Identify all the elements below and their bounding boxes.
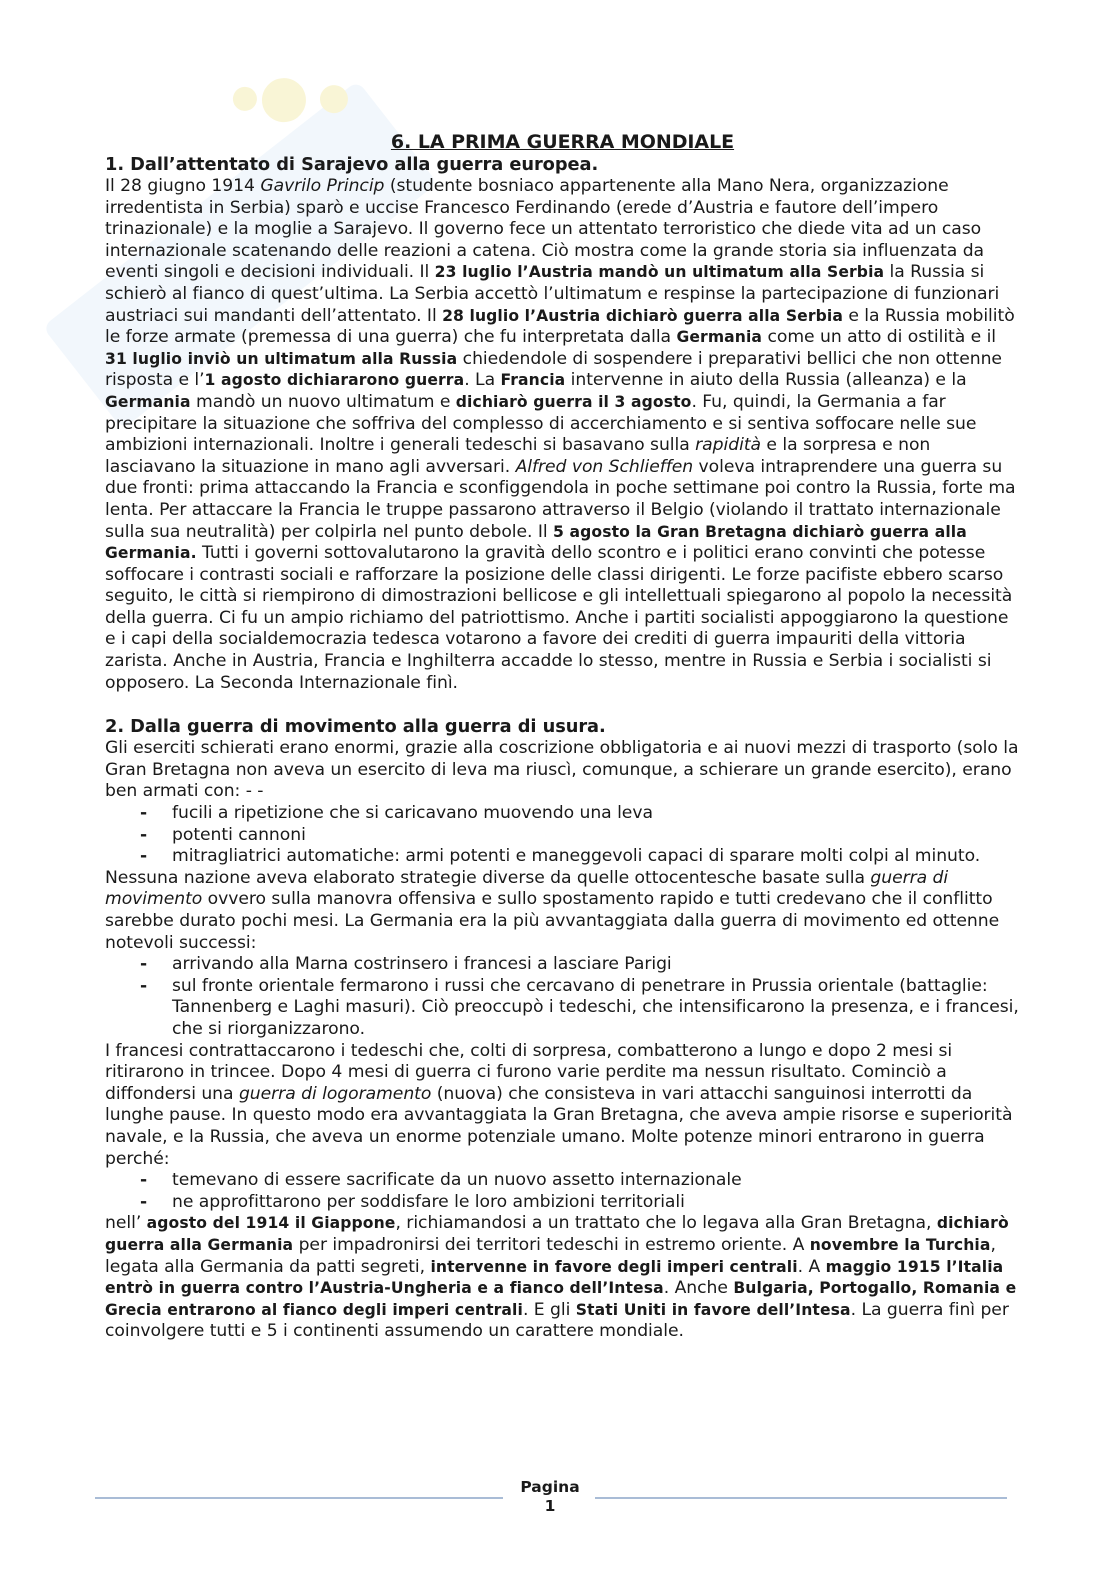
bold-phrase: dichiarò guerra alla Germania (105, 1214, 1009, 1254)
text-run: . La (464, 370, 501, 391)
text-run: . E gli (522, 1299, 576, 1320)
italic-phrase: Gavrilo Princip (260, 176, 385, 196)
minor-powers-reasons-list (105, 1170, 1020, 1213)
list-item: - ne approfittarono per soddisfare le loro ambizioni territoriali (172, 1192, 1020, 1214)
document-title: 6. LA PRIMA GUERRA MONDIALE (390, 131, 735, 153)
list-item: - potenti cannoni (172, 825, 1020, 847)
page-footer (95, 1478, 1007, 1518)
bold-phrase: maggio 1915 l’Italia entrò in guerra contro l’Austria-Ungheria e a fianco dell’Intesa (105, 1257, 1004, 1298)
text-run: chiedendole di sospendere i preparativi bellici che non ottenne risposta e l’ (105, 348, 1002, 391)
text-run: . A (797, 1256, 826, 1277)
list-item: - sul fronte orientale fermarono i russi che cercavano di penetrare in Prussia orientale (battaglie: Tannenberg e Laghi masuri). Ciò preoccupò i tedeschi, che intensificarono la presenza, e i francesi, che si riorganizzarono. (172, 976, 1020, 1041)
text-run: . La guerra finì per coinvolgere tutti e 5 i continenti assumendo un carattere mondiale. (105, 1299, 1009, 1342)
page-label: Pagina (520, 1478, 580, 1496)
italic-phrase: guerra di movimento (105, 867, 949, 910)
document-page (105, 130, 1020, 1343)
weapons-list (105, 803, 1020, 868)
text-run: Il 28 giugno 1914 (105, 176, 261, 196)
list-item: - mitragliatrici automatiche: armi potenti e maneggevoli capaci di sparare molti colpi al minuto. (172, 846, 1020, 868)
text-run: ovvero sulla manovra offensiva e sullo spostamento rapido e tutti credevano che il conflitto sarebbe durato pochi mesi. La Germania era la più avvantaggiata dalla guerra di movimento ed ottenne notevoli successi: (105, 889, 1000, 953)
list-item: - fucili a ripetizione che si caricavano muovendo una leva (172, 803, 1020, 825)
list-item: - temevano di essere sacrificate da un nuovo assetto internazionale (172, 1170, 1020, 1192)
bold-phrase: 5 agosto la Gran Bretagna dichiarò guerra alla Germania. (105, 522, 967, 563)
bold-phrase: 31 luglio inviò un ultimatum alla Russia (105, 349, 458, 368)
footer-rule-right (595, 1497, 1007, 1499)
bold-phrase: dichiarò guerra il 3 agosto (455, 392, 692, 411)
footer-rule-left (95, 1497, 503, 1499)
bold-phrase: intervenne in favore degli imperi centrali (430, 1257, 798, 1276)
section-2-heading: 2. Dalla guerra di movimento alla guerra di usura. (105, 716, 606, 738)
text-run: nell’ (105, 1213, 147, 1234)
bold-phrase: Francia (500, 371, 566, 390)
bold-phrase: 1 agosto dichiararono guerra (204, 371, 465, 390)
bold-phrase: Stati Uniti in favore dell’Intesa (575, 1300, 851, 1319)
section-1-heading: 1. Dall’attentato di Sarajevo alla guerra europea. (105, 154, 599, 175)
bold-phrase: Bulgaria, Portogallo, Romania e Grecia entrarono al fianco degli imperi centrali (105, 1279, 1017, 1319)
bold-phrase: agosto del 1914 il Giappone (146, 1214, 396, 1233)
text-run: . Fu, quindi, la Germania a far precipitare la situazione che soffriva del complesso di accerchiamento e si sentiva soffocare nelle sue ambizioni internazionali. Inoltre i generali tedeschi si basavano sulla (105, 391, 977, 456)
list-item: - arrivando alla Marna costrinsero i francesi a lasciare Parigi (172, 954, 1020, 976)
text-run: I francesi contrattaccarono i tedeschi che, colti di sorpresa, combatterono a lungo e dopo 2 mesi si ritirarono in trincee. Dopo 4 mesi di guerra ci furono varie perdite ma nessun risultato. Cominciò a diffondersi una (105, 1040, 953, 1104)
italic-phrase: rapidità (695, 435, 761, 456)
german-successes-list (105, 954, 1020, 1040)
text-run: e la Russia mobilitò le forze armate (premessa di una guerra) che fu interpretata dalla (105, 305, 1015, 348)
section-2-paragraph-2 (105, 868, 1020, 954)
text-run: come un atto di ostilità e il (762, 327, 997, 348)
section-1-body (105, 176, 1020, 694)
text-run: voleva intraprendere una guerra su due fronti: prima attaccando la Francia e sconfiggendola in poche settimane poi contro la Russia, forte ma lenta. Per attaccare la Francia le truppe passarono attraverso il Belgio (violando il trattato internazionale sulla sua neutralità) per colpirla nel punto debole. Il (105, 456, 1016, 542)
section-2-paragraph-3 (105, 1041, 1020, 1171)
text-run: (nuova) che consisteva in vari attacchi sanguinosi interrotti da lunghe pause. In questo modo era avvantaggiata la Gran Bretagna, che aveva ampie risorse e superiorità navale, e la Russia, che aveva un enorme potenziale umano. Molte potenze minori entrarono in guerra perché: (105, 1083, 1013, 1169)
text-run: , richiamandosi a un trattato che lo legava alla Gran Bretagna, (395, 1213, 937, 1234)
text-run: mandò un nuovo ultimatum e (190, 391, 456, 412)
text-run: e la sorpresa e non lasciavano la situazione in mano agli avversari. (105, 435, 931, 477)
section-2-intro: Gli eserciti schierati erano enormi, grazie alla coscrizione obbligatoria e ai nuovi mezzi di trasporto (solo la Gran Bretagna non aveva un esercito di leva ma riuscì, comunque, a schierare un grande esercito), erano ben armati con: - - (105, 738, 1019, 802)
text-run: per impadronirsi dei territori tedeschi in estremo oriente. A (293, 1234, 810, 1255)
bold-phrase: 28 luglio l’Austria dichiarò guerra alla Serbia (442, 306, 843, 325)
section-2-paragraph-4 (105, 1213, 1020, 1343)
text-run: Nessuna nazione aveva elaborato strategie diverse da quelle ottocentesche basate sulla (105, 867, 871, 888)
text-run: la Russia si schierò al fianco di quest’ultima. La Serbia accettò l’ultimatum e respinse la partecipazione di funzionari austriaci sui mandanti dell’attentato. Il (105, 262, 1000, 326)
bold-phrase: Germania (676, 328, 763, 347)
italic-phrase: Alfred von Schlieffen (515, 456, 694, 477)
page-number: 1 (544, 1497, 556, 1515)
page-number-block (507, 1478, 593, 1516)
text-run: . Anche (663, 1278, 734, 1299)
bold-phrase: 23 luglio l’Austria mandò un ultimatum alla Serbia (434, 263, 885, 282)
text-run: , legata alla Germania da patti segreti, (105, 1234, 996, 1277)
text-run: (studente bosniaco appartenente alla Mano Nera, organizzazione irredentista in Serbia) sparò e uccise Francesco Ferdinando (erede d’Austria e fautore dell’impero trinazionale) e la moglie a Sarajevo. Il governo fece un attentato terroristico che diede vita ad un caso internazionale scatenando delle reazioni a catena. Ciò mostra come la grande storia sia influenzata da eventi singoli e decisioni individuali. Il (105, 176, 985, 283)
italic-phrase: guerra di logoramento (238, 1083, 432, 1104)
bold-phrase: Germania (105, 392, 191, 411)
bold-phrase: novembre la Turchia (809, 1235, 991, 1254)
text-run: Tutti i governi sottovalutarono la gravità dello scontro e i politici erano convinti che potesse soffocare i contrasti sociali e rafforzare la posizione delle classi dirigenti. Le forze pacifiste ebbero scarso seguito, le città si riempirono di dimostrazioni bellicose e gli intellettuali spiegarono al popolo la necessità della guerra. Ci fu un ampio richiamo del patriottismo. Anche i partiti socialisti appoggiarono la questione e i capi della socialdemocrazia tedesca votarono a favore dei crediti di guerra impauriti della vittoria zarista. Anche in Austria, Francia e Inghilterra accadde lo stesso, mentre in Russia e Serbia i socialisti si opposero. La Seconda Internazionale finì. (105, 543, 1013, 693)
text-run: intervenne in aiuto della Russia (alleanza) e la (565, 370, 967, 391)
